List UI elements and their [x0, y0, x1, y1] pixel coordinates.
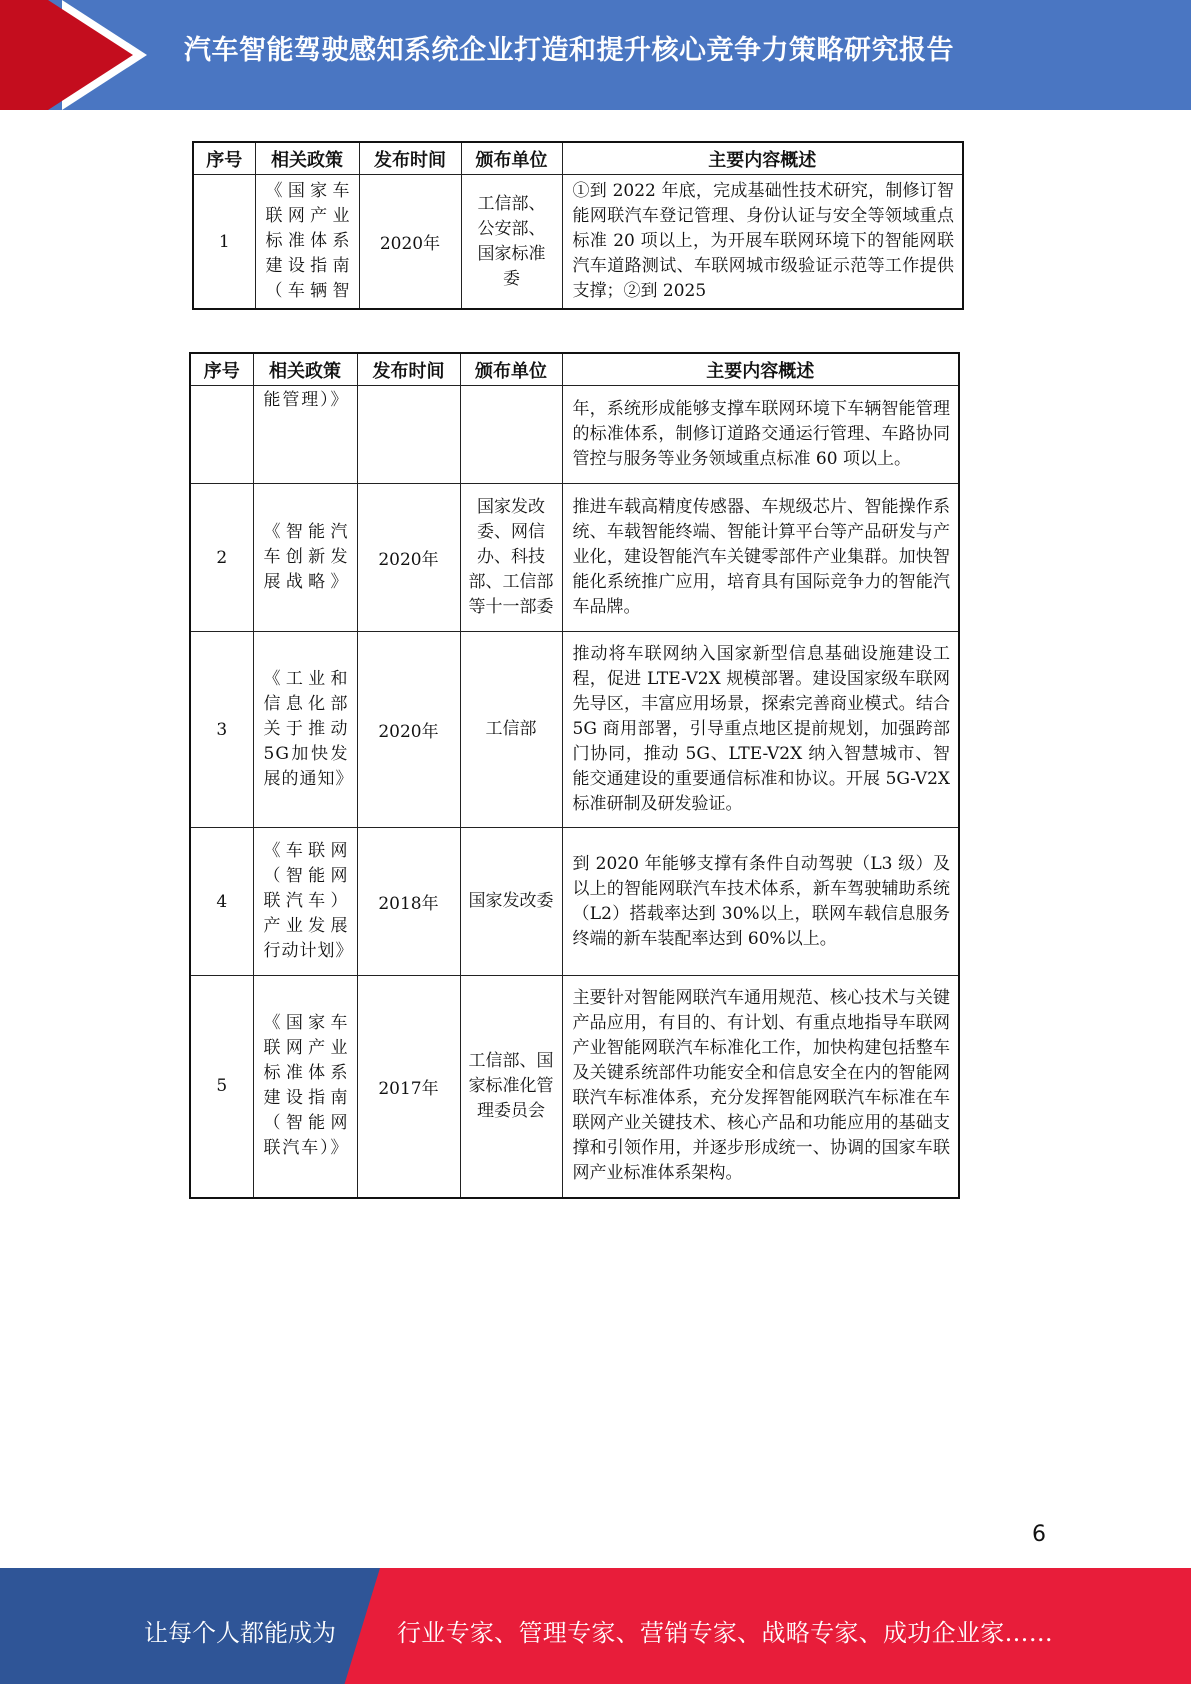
footer-slogan-left: 让每个人都能成为 [144, 1619, 336, 1647]
row-unit: 国家发改委 [460, 828, 562, 976]
row-unit: 国家发改委、网信办、科技部、工信部等十一部委 [460, 484, 562, 632]
table-row [193, 175, 963, 310]
row-no: 2 [190, 484, 253, 632]
col-header-summary: 主要内容概述 [562, 142, 963, 175]
row-policy: 《智能汽车创新发展战略》 [253, 484, 357, 632]
row-policy: 《工业和信息化部关于推动5G加快发展的通知》 [253, 632, 357, 828]
col-header-no: 序号 [190, 353, 253, 386]
row-policy: 《国家车联网产业标准体系建设指南（车辆智 [255, 175, 359, 310]
page-number: 6 [1032, 1522, 1046, 1547]
table-header-row [193, 142, 963, 175]
row-date: 2020年 [357, 484, 460, 632]
row-unit [460, 386, 562, 484]
row-no: 4 [190, 828, 253, 976]
header-red-block [0, 0, 48, 110]
row-no: 5 [190, 976, 253, 1198]
row-date: 2017年 [357, 976, 460, 1198]
row-no: 1 [193, 175, 255, 310]
policy-table-part-1 [192, 141, 964, 310]
row-policy: 《国家车联网产业标准体系建设指南（智能网联汽车）》 [253, 976, 357, 1198]
table-row [190, 976, 959, 1198]
col-header-no: 序号 [193, 142, 255, 175]
header-chevron-red [48, 0, 133, 110]
table-row [190, 828, 959, 976]
table-row [190, 386, 959, 484]
page-header [0, 0, 1191, 110]
table-header-row [190, 353, 959, 386]
row-summary: 年，系统形成能够支撑车联网环境下车辆智能管理的标准体系，制修订道路交通运行管理、车路协同管控与服务等业务领域重点标准 60 项以上。 [562, 386, 959, 484]
report-title: 汽车智能驾驶感知系统企业打造和提升核心竞争力策略研究报告 [184, 35, 954, 66]
col-header-date: 发布时间 [357, 353, 460, 386]
row-policy: 能管理）》 [253, 386, 357, 484]
row-summary: 到 2020 年能够支撑有条件自动驾驶（L3 级）及以上的智能网联汽车技术体系，新车驾驶辅助系统（L2）搭载率达到 30%以上，联网车载信息服务终端的新车装配率达到 60%以上。 [562, 828, 959, 976]
row-summary: 推进车载高精度传感器、车规级芯片、智能操作系统、车载智能终端、智能计算平台等产品研发与产业化，建设智能汽车关键零部件产业集群。加快智能化系统推广应用，培育具有国际竞争力的智能汽车品牌。 [562, 484, 959, 632]
row-no [190, 386, 253, 484]
row-date [357, 386, 460, 484]
row-summary: 推动将车联网纳入国家新型信息基础设施建设工程，促进 LTE-V2X 规模部署。建设国家级车联网先导区，丰富应用场景，探索完善商业模式。结合 5G 商用部署，引导重点地区提前规划，加强跨部门协同，推动 5G、LTE-V2X 纳入智慧城市、智能交通建设的重要通信标准和协议。开展 5G-V2X 标准研制及研发验证。 [562, 632, 959, 828]
col-header-policy: 相关政策 [255, 142, 359, 175]
row-no: 3 [190, 632, 253, 828]
row-date: 2018年 [357, 828, 460, 976]
row-summary: 主要针对智能网联汽车通用规范、核心技术与关键产品应用，有目的、有计划、有重点地指导车联网产业智能网联汽车标准化工作，加快构建包括整车及关键系统部件功能安全和信息安全在内的智能网联汽车标准体系，充分发挥智能网联汽车标准在车联网产业关键技术、核心产品和功能应用的基础支撑和引领作用，并逐步形成统一、协调的国家车联网产业标准体系架构。 [562, 976, 959, 1198]
policy-table-part-2 [189, 352, 960, 1199]
row-policy: 《车联网（智能网联汽车）产业发展行动计划》 [253, 828, 357, 976]
col-header-unit: 颁布单位 [461, 142, 562, 175]
row-date: 2020年 [357, 632, 460, 828]
page-footer [0, 1568, 1191, 1684]
row-summary: ①到 2022 年底，完成基础性技术研究，制修订智能网联汽车登记管理、身份认证与安全等领域重点标准 20 项以上，为开展车联网环境下的智能网联汽车道路测试、车联网城市级验证示范等工作提供支撑；②到 2025 [562, 175, 963, 310]
footer-slogan-right: 行业专家、管理专家、营销专家、战略专家、成功企业家…… [397, 1619, 1054, 1647]
col-header-summary: 主要内容概述 [562, 353, 959, 386]
col-header-policy: 相关政策 [253, 353, 357, 386]
col-header-date: 发布时间 [359, 142, 461, 175]
row-unit: 工信部、国家标准化管理委员会 [460, 976, 562, 1198]
row-unit: 工信部、公安部、国家标准委 [461, 175, 562, 310]
col-header-unit: 颁布单位 [460, 353, 562, 386]
table-row [190, 484, 959, 632]
row-unit: 工信部 [460, 632, 562, 828]
table-row [190, 632, 959, 828]
row-date: 2020年 [359, 175, 461, 310]
